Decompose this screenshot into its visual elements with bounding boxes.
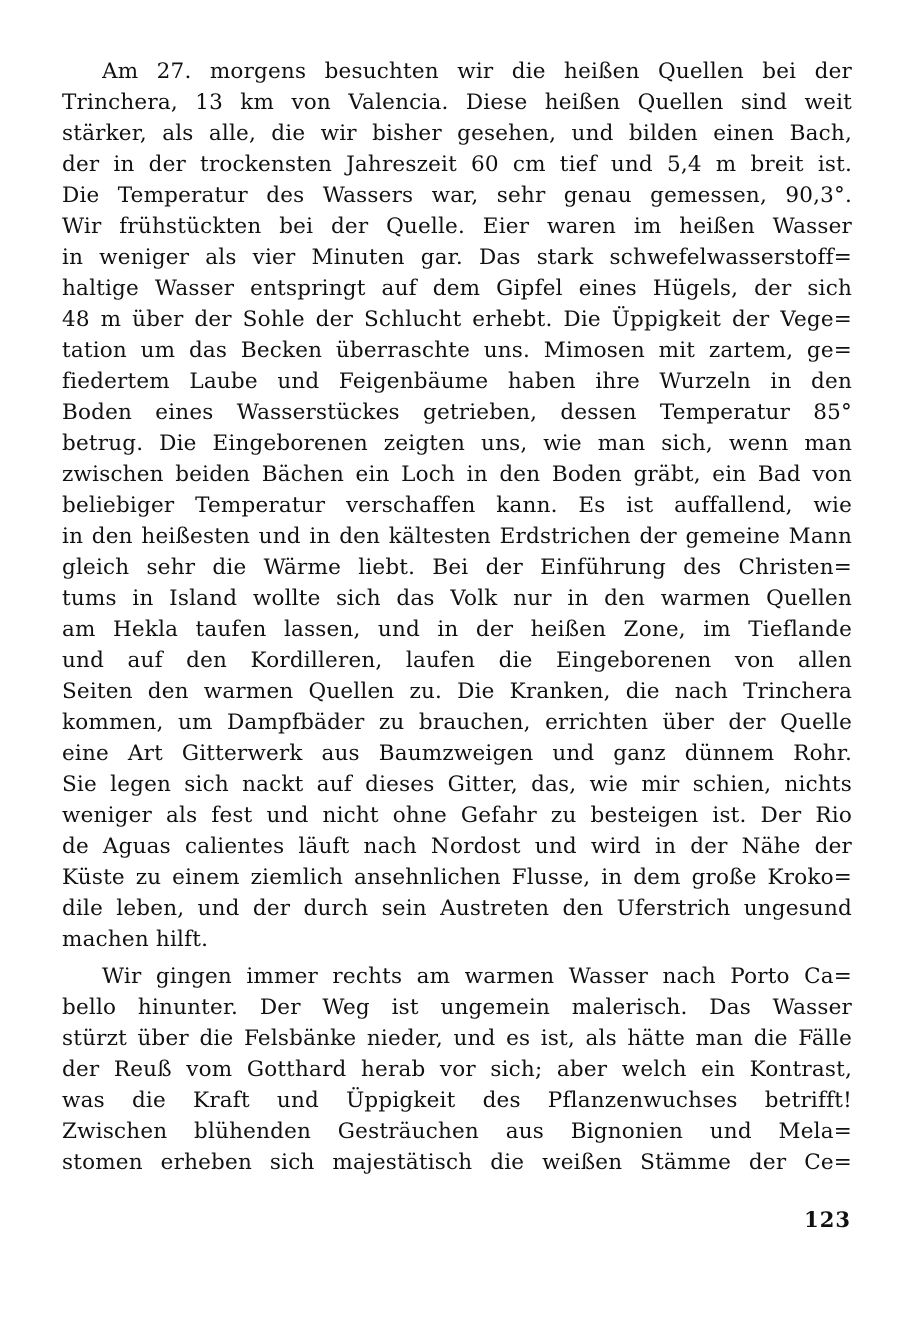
text-line: in weniger als vier Minuten gar. Das stark schwefelwasserstoff=	[62, 245, 852, 270]
text-line: Die Temperatur des Wassers war, sehr genau gemessen, 90,3°.	[62, 183, 852, 208]
text-line: zwischen beiden Bächen ein Loch in den Boden gräbt, ein Bad von	[62, 462, 852, 487]
text-line: fiedertem Laube und Feigenbäume haben ihre Wurzeln in den	[62, 369, 852, 394]
text-line: was die Kraft und Üppigkeit des Pflanzenwuchses betrifft!	[62, 1088, 852, 1113]
text-line: Küste zu einem ziemlich ansehnlichen Flusse, in dem große Kroko=	[62, 865, 852, 890]
text-line: tums in Island wollte sich das Volk nur in den warmen Quellen	[62, 586, 852, 611]
text-line: Boden eines Wasserstückes getrieben, dessen Temperatur 85°	[62, 400, 852, 425]
text-line: weniger als fest und nicht ohne Gefahr zu besteigen ist. Der Rio	[62, 803, 852, 828]
text-line: Wir frühstückten bei der Quelle. Eier waren im heißen Wasser	[62, 214, 852, 239]
text-line: gleich sehr die Wärme liebt. Bei der Einführung des Christen=	[62, 555, 852, 580]
text-line: stomen erheben sich majestätisch die weißen Stämme der Ce=	[62, 1150, 852, 1175]
text-line: stärker, als alle, die wir bisher gesehen, und bilden einen Bach,	[62, 121, 852, 146]
text-line: in den heißesten und in den kältesten Erdstrichen der gemeine Mann	[62, 524, 852, 549]
text-line: dile leben, und der durch sein Austreten den Uferstrich ungesund	[62, 896, 852, 921]
text-line: eine Art Gitterwerk aus Baumzweigen und ganz dünnem Rohr.	[62, 741, 852, 766]
text-line: Zwischen blühenden Gesträuchen aus Bignonien und Mela=	[62, 1119, 852, 1144]
text-line: haltige Wasser entspringt auf dem Gipfel eines Hügels, der sich	[62, 276, 852, 301]
text-line: beliebiger Temperatur verschaffen kann. Es ist auffallend, wie	[62, 493, 852, 518]
text-line: der in der trockensten Jahreszeit 60 cm tief und 5,4 m breit ist.	[62, 152, 852, 177]
text-line: Trinchera, 13 km von Valencia. Diese heißen Quellen sind weit	[62, 90, 852, 115]
page-number: 123	[804, 1207, 851, 1232]
text-line: und auf den Kordilleren, laufen die Eingeborenen von allen	[62, 648, 852, 673]
text-line: stürzt über die Felsbänke nieder, und es ist, als hätte man die Fälle	[62, 1026, 852, 1051]
text-line: 48 m über der Sohle der Schlucht erhebt. Die Üppigkeit der Vege=	[62, 307, 852, 332]
text-line: Sie legen sich nackt auf dieses Gitter, das, wie mir schien, nichts	[62, 772, 852, 797]
text-line: der Reuß vom Gotthard herab vor sich; aber welch ein Kontrast,	[62, 1057, 852, 1082]
text-line: Am 27. morgens besuchten wir die heißen Quellen bei der	[102, 59, 852, 84]
text-line: Wir gingen immer rechts am warmen Wasser nach Porto Ca=	[102, 964, 852, 989]
text-line: betrug. Die Eingeborenen zeigten uns, wie man sich, wenn man	[62, 431, 852, 456]
text-line: de Aguas calientes läuft nach Nordost und wird in der Nähe der	[62, 834, 852, 859]
text-line: bello hinunter. Der Weg ist ungemein malerisch. Das Wasser	[62, 995, 852, 1020]
text-line: am Hekla taufen lassen, und in der heißen Zone, im Tieflande	[62, 617, 852, 642]
text-line: tation um das Becken überraschte uns. Mimosen mit zartem, ge=	[62, 338, 852, 363]
text-line: machen hilft.	[62, 927, 209, 952]
text-line: kommen, um Dampfbäder zu brauchen, errichten über der Quelle	[62, 710, 852, 735]
text-line: Seiten den warmen Quellen zu. Die Kranken, die nach Trinchera	[62, 679, 852, 704]
